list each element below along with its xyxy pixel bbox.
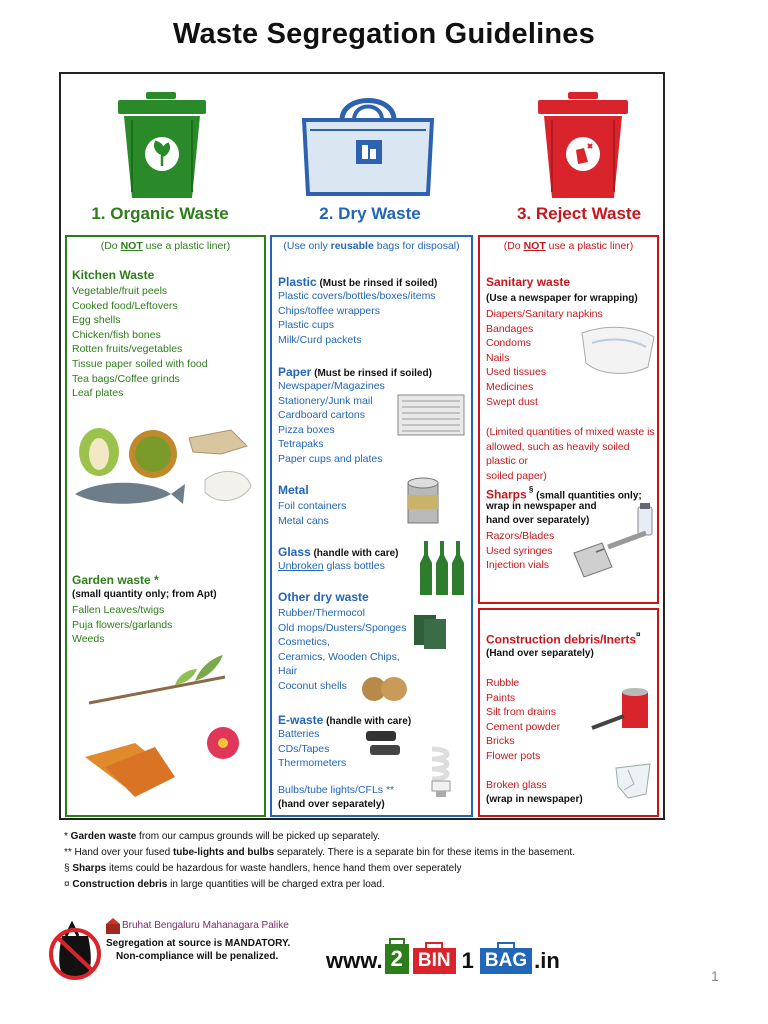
footnote-garden: * Garden waste from our campus grounds will be picked up separately.	[64, 831, 381, 842]
penalty-text: Non-compliance will be penalized.	[116, 951, 279, 962]
sponges-image	[412, 613, 452, 653]
list-item: Stationery/Junk mail	[278, 394, 373, 407]
list-item: Egg shells	[72, 314, 121, 327]
e-waste-list	[278, 727, 346, 771]
sharps-note-line-3: hand over separately)	[486, 515, 590, 526]
list-item: Weeds	[72, 633, 105, 646]
diaper-image	[578, 323, 658, 379]
list-item: Used tissues	[486, 366, 547, 379]
kitchen-waste-list	[72, 284, 264, 401]
list-item: Tea bags/Coffee grinds	[72, 372, 180, 385]
kitchen-waste-image	[71, 422, 261, 514]
list-item: Old mops/Dusters/Sponges	[278, 621, 407, 634]
plastic-heading: Plastic (Must be rinsed if soiled)	[278, 275, 438, 289]
list-item: Medicines	[486, 380, 534, 393]
list-item: Hair	[278, 665, 298, 678]
reject-note: (Do NOT use a plastic liner)	[503, 240, 634, 252]
broken-glass-note: (wrap in newspaper)	[486, 794, 583, 805]
glass-line: Unbroken glass bottles	[278, 560, 385, 572]
list-item: Paints	[486, 691, 516, 704]
bulbs-line: Bulbs/tube lights/CFLs **	[278, 784, 395, 796]
kitchen-waste-heading: Kitchen Waste	[72, 268, 155, 282]
mandatory-text: Segregation at source is MANDATORY.	[106, 938, 291, 949]
list-item: Rotten fruits/vegetables	[72, 343, 183, 356]
list-item: Fallen Leaves/twigs	[72, 604, 165, 616]
website-link[interactable]: www. 2 BIN 1 BAG .in	[326, 930, 560, 974]
sharps-note-line-2: wrap in newspaper and	[486, 501, 597, 512]
sanitary-waste-heading: Sanitary waste	[486, 275, 571, 289]
list-item: Plastic covers/bottles/boxes/items	[278, 290, 436, 302]
list-item: Tetrapaks	[278, 438, 324, 451]
list-item: Used syringes	[486, 544, 553, 557]
organic-waste-title: 1. Organic Waste	[91, 204, 229, 223]
organic-column	[65, 235, 266, 817]
list-item: Swept dust	[486, 395, 538, 408]
list-item: Newspaper/Magazines	[278, 380, 385, 392]
list-item: Cardboard cartons	[278, 409, 365, 422]
coconut-shells-image	[360, 673, 410, 703]
paper-list	[278, 379, 385, 467]
broken-glass-image	[610, 760, 656, 802]
page-title: Waste Segregation Guidelines	[173, 18, 595, 50]
sharps-image	[568, 503, 658, 585]
garden-waste-list	[72, 603, 172, 647]
reject-column	[478, 235, 659, 604]
list-item: Chips/toffee wrappers	[278, 304, 380, 317]
list-item: Batteries	[278, 728, 320, 740]
list-item: Tissue paper soiled with food	[72, 357, 208, 370]
broken-glass-heading: Broken glass	[486, 779, 547, 791]
reject-waste-title: 3. Reject Waste	[516, 204, 642, 223]
page-number: 1	[711, 968, 719, 984]
list-item: Puja flowers/garlands	[72, 618, 173, 631]
garden-waste-image	[75, 647, 255, 807]
glass-bottles-image	[418, 535, 466, 597]
footnote-bulbs: ** Hand over your fused tube-lights and bulbs separately. There is a separate bin for these items in the basement.	[64, 847, 575, 858]
list-item: Leaf plates	[72, 387, 124, 400]
construction-debris-heading: Construction debris/Inerts¤	[486, 630, 641, 647]
plastic-list	[278, 289, 436, 347]
garden-waste-heading: Garden waste *	[72, 573, 159, 587]
list-item: Diapers/Sanitary napkins	[486, 308, 603, 320]
list-item: Condoms	[486, 337, 531, 350]
e-waste-heading: E-waste (handle with care)	[278, 713, 412, 727]
list-item: Flower pots	[486, 749, 541, 762]
sharps-list	[486, 529, 554, 573]
list-item: Injection vials	[486, 559, 550, 572]
list-item: Coconut shells	[278, 679, 347, 692]
footnote-construction: ¤ Construction debris in large quantities will be charged extra per load.	[64, 879, 385, 890]
glass-heading: Glass (handle with care)	[278, 545, 399, 559]
metal-can-image	[404, 473, 444, 527]
newspapers-image	[396, 387, 468, 443]
list-item: Rubble	[486, 677, 520, 689]
list-item: Foil containers	[278, 500, 347, 512]
paint-can-image	[590, 686, 654, 742]
bbmp-emblem-icon	[104, 918, 122, 936]
list-item: CDs/Tapes	[278, 742, 330, 755]
metal-list	[278, 499, 346, 528]
red-bin-icon	[538, 90, 630, 202]
sanitary-waste-note: (Use a newspaper for wrapping)	[486, 293, 638, 304]
list-item: Rubber/Thermocol	[278, 607, 365, 619]
sharps-heading: Sharps § (small quantities only;	[486, 485, 642, 502]
other-dry-waste-heading: Other dry waste	[278, 590, 369, 604]
list-item: Thermometers	[278, 757, 347, 770]
list-item: Plastic cups	[278, 319, 335, 332]
list-item: Silt from drains	[486, 706, 557, 719]
list-item: Vegetable/fruit peels	[72, 285, 168, 297]
green-bin-leaf-icon	[118, 90, 208, 202]
list-item: Cooked food/Leftovers	[72, 299, 178, 312]
list-item: Bandages	[486, 322, 534, 335]
list-item: Cement powder	[486, 720, 561, 733]
construction-debris-box	[478, 608, 659, 817]
list-item: Nails	[486, 351, 510, 364]
metal-heading: Metal	[278, 483, 309, 497]
construction-debris-note: (Hand over separately)	[486, 648, 594, 659]
batteries-image	[364, 725, 404, 761]
list-item: Ceramics, Wooden Chips,	[278, 650, 400, 663]
footnote-sharps: § Sharps items could be hazardous for waste handlers, hence hand them over seperately	[64, 863, 462, 874]
list-item: Pizza boxes	[278, 423, 335, 436]
limited-quantities-note: (Limited quantities of mixed waste is allowed, such as heavily soiled plastic or soiled paper)	[486, 426, 655, 482]
list-item: Razors/Blades	[486, 530, 555, 542]
dry-note: (Use only reusable bags for disposal)	[283, 240, 460, 252]
list-item: Chicken/fish bones	[72, 328, 161, 341]
cfl-bulb-image	[422, 745, 462, 801]
blue-bag-icon	[302, 90, 434, 202]
list-item: Metal cans	[278, 514, 329, 527]
list-item: Cosmetics,	[278, 636, 330, 649]
dry-column	[270, 235, 473, 817]
paper-heading: Paper (Must be rinsed if soiled)	[278, 365, 432, 379]
organic-note: (Do NOT use a plastic liner)	[100, 240, 231, 252]
bbmp-name: Bruhat Bengaluru Mahanagara Palike	[122, 920, 289, 931]
list-item: Milk/Curd packets	[278, 333, 362, 346]
bulbs-note: (hand over separately)	[278, 799, 385, 810]
no-mixed-waste-icon	[44, 918, 104, 982]
list-item: Bricks	[486, 735, 515, 748]
dry-waste-title: 2. Dry Waste	[319, 204, 421, 223]
list-item: Paper cups and plates	[278, 452, 383, 465]
construction-debris-list	[486, 676, 560, 764]
garden-waste-note: (small quantity only; from Apt)	[72, 589, 217, 600]
